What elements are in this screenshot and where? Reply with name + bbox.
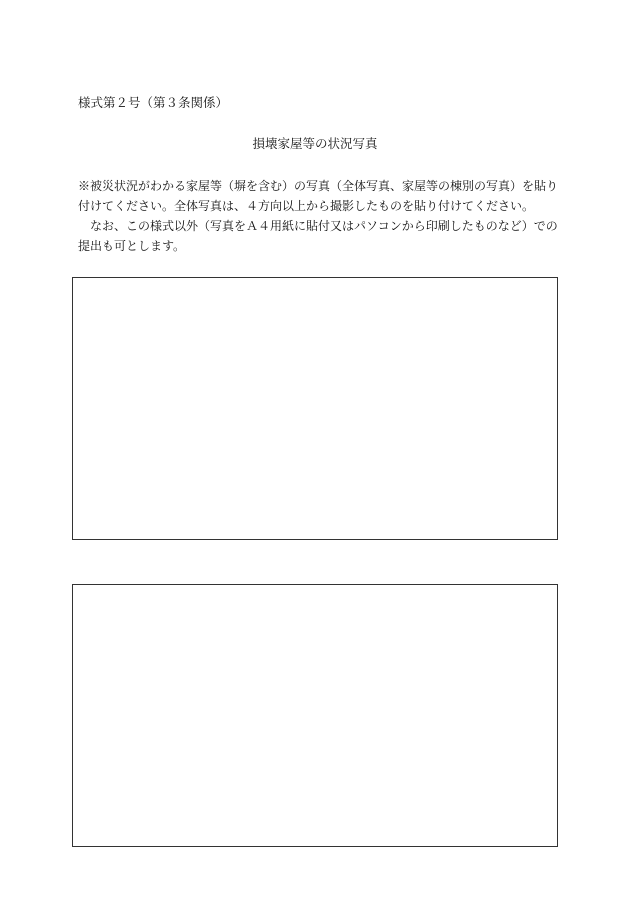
document-title: 損壊家屋等の状況写真 bbox=[252, 136, 378, 151]
form-number: 様式第２号（第３条関係） bbox=[78, 95, 229, 110]
instruction-line-4: 提出も可とします。 bbox=[78, 239, 186, 253]
instruction-line-3: なお、この様式以外（写真をＡ４用紙に貼付又はパソコンから印刷したものなど）での bbox=[78, 219, 558, 233]
photo-frame-1 bbox=[72, 277, 558, 540]
photo-frame-2 bbox=[72, 584, 558, 847]
instruction-line-2: 付けてください。全体写真は、４方向以上から撮影したものを貼り付けてください。 bbox=[78, 199, 535, 213]
instruction-line-1: ※被災状況がわかる家屋等（塀を含む）の写真（全体写真、家屋等の棟別の写真）を貼り bbox=[78, 179, 559, 193]
